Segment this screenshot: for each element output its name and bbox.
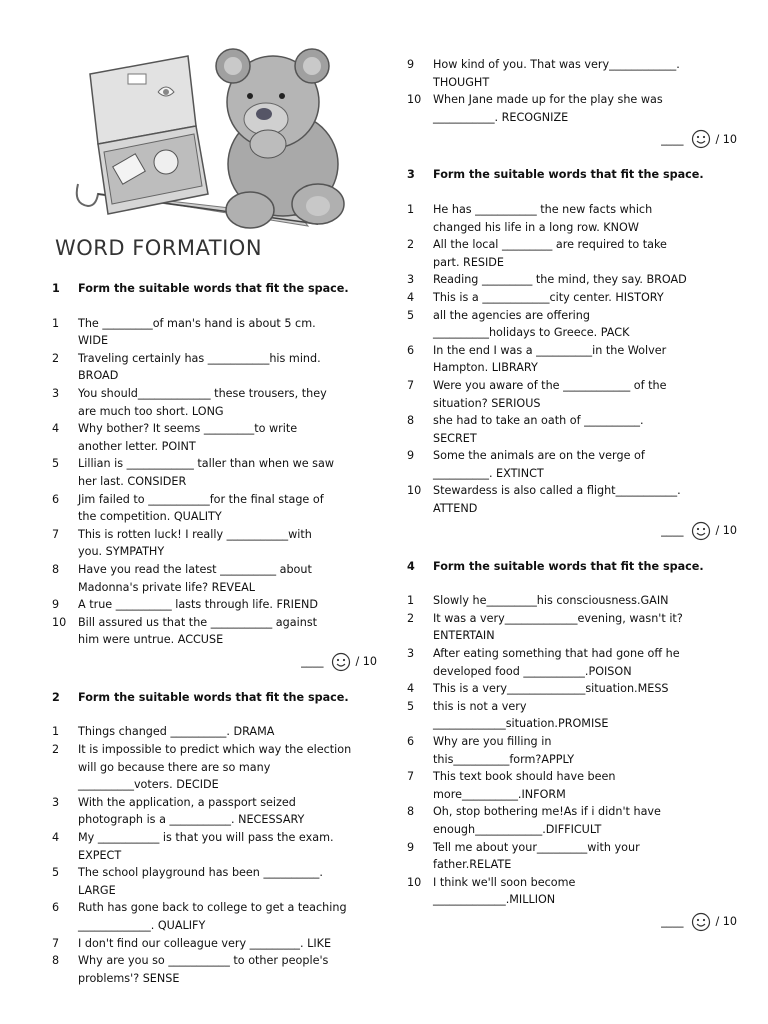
exercise-item	[407, 803, 737, 838]
exercise-list	[407, 201, 737, 518]
score-total: / 10	[715, 523, 737, 537]
item-text: Bill assured us that the ___________ against him were untrue. ACCUSE	[78, 615, 318, 647]
section-heading	[407, 558, 737, 576]
item-number: 8	[407, 414, 415, 428]
item-number: 10	[407, 875, 422, 889]
exercise-list-continued	[407, 56, 737, 126]
exercise-list	[52, 315, 377, 649]
item-number: 1	[407, 594, 415, 608]
left-column	[52, 280, 377, 987]
exercise-item	[52, 723, 377, 741]
exercise-item	[407, 91, 737, 126]
item-text: Lillian is ____________ taller than when we saw her last. CONSIDER	[78, 457, 335, 488]
item-text: she had to take an oath of __________. SECRET	[433, 414, 644, 445]
exercise-list	[52, 723, 377, 987]
item-text: This is rotten luck! I really ___________with you. SYMPATHY	[78, 527, 312, 559]
item-number: 1	[407, 202, 415, 216]
item-text: After eating something that had gone off he developed food ___________.POISON	[433, 647, 680, 678]
score-box	[407, 909, 737, 935]
item-number: 7	[52, 527, 60, 541]
exercise-item	[407, 271, 737, 289]
exercise-item	[407, 201, 737, 236]
exercise-item	[52, 935, 377, 953]
exercise-item	[52, 952, 377, 987]
score-total: / 10	[355, 655, 377, 669]
exercise-item	[407, 645, 737, 680]
item-number: 4	[407, 682, 415, 696]
section-4	[407, 558, 737, 935]
exercise-item	[407, 56, 737, 91]
exercise-item	[52, 864, 377, 899]
right-column	[407, 56, 737, 949]
item-number: 3	[52, 795, 60, 809]
item-text: Why bother? It seems _________to write another letter. POINT	[78, 422, 298, 453]
score-total: / 10	[715, 915, 737, 929]
item-text: How kind of you. That was very____________. THOUGHT	[433, 58, 680, 89]
item-text: this is not a very _____________situation.PROMISE	[433, 699, 609, 731]
item-text: I don't find our colleague very _________. LIKE	[78, 936, 332, 950]
exercise-item	[407, 447, 737, 482]
exercise-item	[407, 289, 737, 307]
item-number: 3	[407, 273, 415, 287]
exercise-item	[52, 385, 377, 420]
item-text: Ruth has gone back to college to get a teaching _____________. QUALIFY	[78, 901, 347, 932]
exercise-item	[52, 899, 377, 934]
item-text: Traveling certainly has ___________his mind. BROAD	[78, 351, 321, 383]
item-number: 5	[407, 699, 415, 713]
score-box	[407, 126, 737, 152]
item-number: 4	[52, 831, 60, 845]
exercise-item	[407, 412, 737, 447]
exercise-item	[407, 236, 737, 271]
exercise-item	[52, 315, 377, 350]
score-blank: ____	[301, 655, 324, 669]
item-text: Stewardess is also called a flight___________. ATTEND	[433, 484, 681, 516]
item-number: 9	[407, 840, 415, 854]
item-text: Things changed __________. DRAMA	[78, 725, 275, 739]
exercise-item	[407, 377, 737, 412]
item-number: 8	[52, 562, 60, 576]
exercise-item	[52, 614, 377, 649]
item-text: When Jane made up for the play she was ___________. RECOGNIZE	[433, 93, 663, 124]
item-text: I think we'll soon become _____________.MILLION	[433, 875, 576, 907]
score-total: / 10	[715, 132, 737, 146]
item-number: 9	[407, 449, 415, 463]
item-number: 6	[407, 343, 415, 357]
exercise-item	[52, 794, 377, 829]
item-text: Oh, stop bothering me!As if i didn't have enough____________.DIFFICULT	[433, 805, 661, 836]
item-text: Why are you filling in this__________form?APPLY	[433, 735, 575, 766]
section-number: 2	[52, 690, 60, 704]
item-text: It is impossible to predict which way the election will go because there are so many __________voters. DECIDE	[78, 743, 352, 792]
smiley-face-icon	[691, 912, 711, 932]
item-number: 10	[407, 484, 422, 498]
item-text: A true __________ lasts through life. FRIEND	[78, 598, 319, 612]
section-1	[52, 280, 377, 675]
section-number: 4	[407, 559, 415, 573]
score-blank: ____	[661, 132, 684, 146]
item-text: Tell me about your_________with your father.RELATE	[433, 840, 640, 872]
exercise-item	[407, 733, 737, 768]
item-text: Reading _________ the mind, they say. BROAD	[433, 273, 687, 287]
item-number: 5	[52, 866, 60, 880]
item-number: 4	[407, 290, 415, 304]
item-text: This is a ____________city center. HISTORY	[433, 290, 664, 304]
section-instruction: Form the suitable words that fit the space.	[433, 559, 704, 573]
section-instruction: Form the suitable words that fit the space.	[433, 168, 704, 182]
exercise-item	[407, 768, 737, 803]
exercise-item	[407, 698, 737, 733]
item-text: It was a very_____________evening, wasn't it? ENTERTAIN	[433, 611, 683, 643]
section-2	[52, 689, 377, 988]
exercise-item	[52, 596, 377, 614]
item-number: 10	[52, 615, 67, 629]
item-text: You should_____________ these trousers, they are much too short. LONG	[78, 386, 327, 418]
teddy-bear-suitcase-illustration	[68, 34, 368, 234]
item-number: 9	[52, 598, 60, 612]
exercise-item	[407, 610, 737, 645]
exercise-item	[407, 482, 737, 517]
exercise-item	[52, 526, 377, 561]
score-box	[407, 518, 737, 544]
smiley-face-icon	[691, 521, 711, 541]
item-text: Jim failed to ___________for the final stage of the competition. QUALITY	[78, 492, 324, 524]
item-text: all the agencies are offering __________holidays to Greece. PACK	[433, 308, 630, 340]
score-blank: ____	[661, 523, 684, 537]
section-number: 3	[407, 168, 415, 182]
item-number: 5	[407, 308, 415, 322]
smiley-face-icon	[331, 652, 351, 672]
item-number: 5	[52, 457, 60, 471]
score-box	[52, 649, 377, 675]
exercise-item	[52, 491, 377, 526]
item-number: 7	[407, 378, 415, 392]
item-text: The _________of man's hand is about 5 cm. WIDE	[78, 316, 316, 348]
item-text: The school playground has been __________. LARGE	[78, 866, 323, 897]
item-number: 4	[52, 422, 60, 436]
exercise-item	[407, 874, 737, 909]
section-number: 1	[52, 282, 60, 295]
item-number: 3	[52, 386, 60, 400]
exercise-item	[407, 342, 737, 377]
section-heading	[52, 280, 377, 298]
exercise-item	[407, 680, 737, 698]
item-text: Why are you so ___________ to other people's problems'? SENSE	[78, 954, 329, 985]
section-heading	[52, 689, 377, 707]
item-number: 7	[52, 936, 60, 950]
section-instruction: Form the suitable words that fit the space.	[78, 690, 349, 704]
exercise-item	[52, 741, 377, 794]
section-instruction: Form the suitable words that fit the space.	[78, 282, 349, 295]
exercise-item	[52, 561, 377, 596]
item-text: Slowly he_________his consciousness.GAIN	[433, 594, 669, 608]
score-blank: ____	[661, 915, 684, 929]
smiley-face-icon	[691, 129, 711, 149]
item-text: Have you read the latest __________ about Madonna's private life? REVEAL	[78, 562, 312, 594]
item-text: This text book should have been more__________.INFORM	[433, 770, 616, 801]
item-number: 1	[52, 725, 60, 739]
item-text: In the end I was a __________in the Wolver Hampton. LIBRARY	[433, 343, 667, 375]
item-number: 6	[407, 735, 415, 748]
exercise-item	[407, 307, 737, 342]
exercise-item	[407, 592, 737, 610]
item-text: He has ___________ the new facts which changed his life in a long row. KNOW	[433, 202, 653, 234]
item-number: 8	[407, 805, 415, 819]
item-number: 8	[52, 954, 60, 968]
item-number: 3	[407, 647, 415, 661]
item-text: With the application, a passport seized photograph is a ___________. NECESSARY	[78, 795, 305, 827]
exercise-item	[52, 350, 377, 385]
exercise-item	[52, 829, 377, 864]
item-number: 2	[52, 351, 60, 365]
exercise-item	[52, 420, 377, 455]
item-text: All the local _________ are required to take part. RESIDE	[433, 238, 667, 269]
exercise-item	[52, 455, 377, 490]
item-number: 9	[407, 58, 415, 71]
item-text: Were you aware of the ____________ of the situation? SERIOUS	[433, 378, 667, 410]
item-number: 10	[407, 93, 422, 107]
item-number: 7	[407, 770, 415, 784]
item-text: My ___________ is that you will pass the exam. EXPECT	[78, 831, 334, 862]
exercise-list	[407, 592, 737, 909]
item-text: This is a very______________situation.MESS	[433, 682, 669, 696]
page-title: WORD FORMATION	[55, 236, 263, 260]
item-number: 2	[407, 611, 415, 625]
item-number: 6	[52, 901, 60, 915]
item-number: 2	[407, 238, 415, 252]
section-3	[407, 166, 737, 543]
item-number: 6	[52, 492, 60, 506]
item-number: 2	[52, 743, 60, 757]
section-heading	[407, 166, 737, 184]
item-text: Some the animals are on the verge of __________. EXTINCT	[433, 449, 645, 480]
exercise-item	[407, 839, 737, 874]
item-number: 1	[52, 316, 60, 330]
